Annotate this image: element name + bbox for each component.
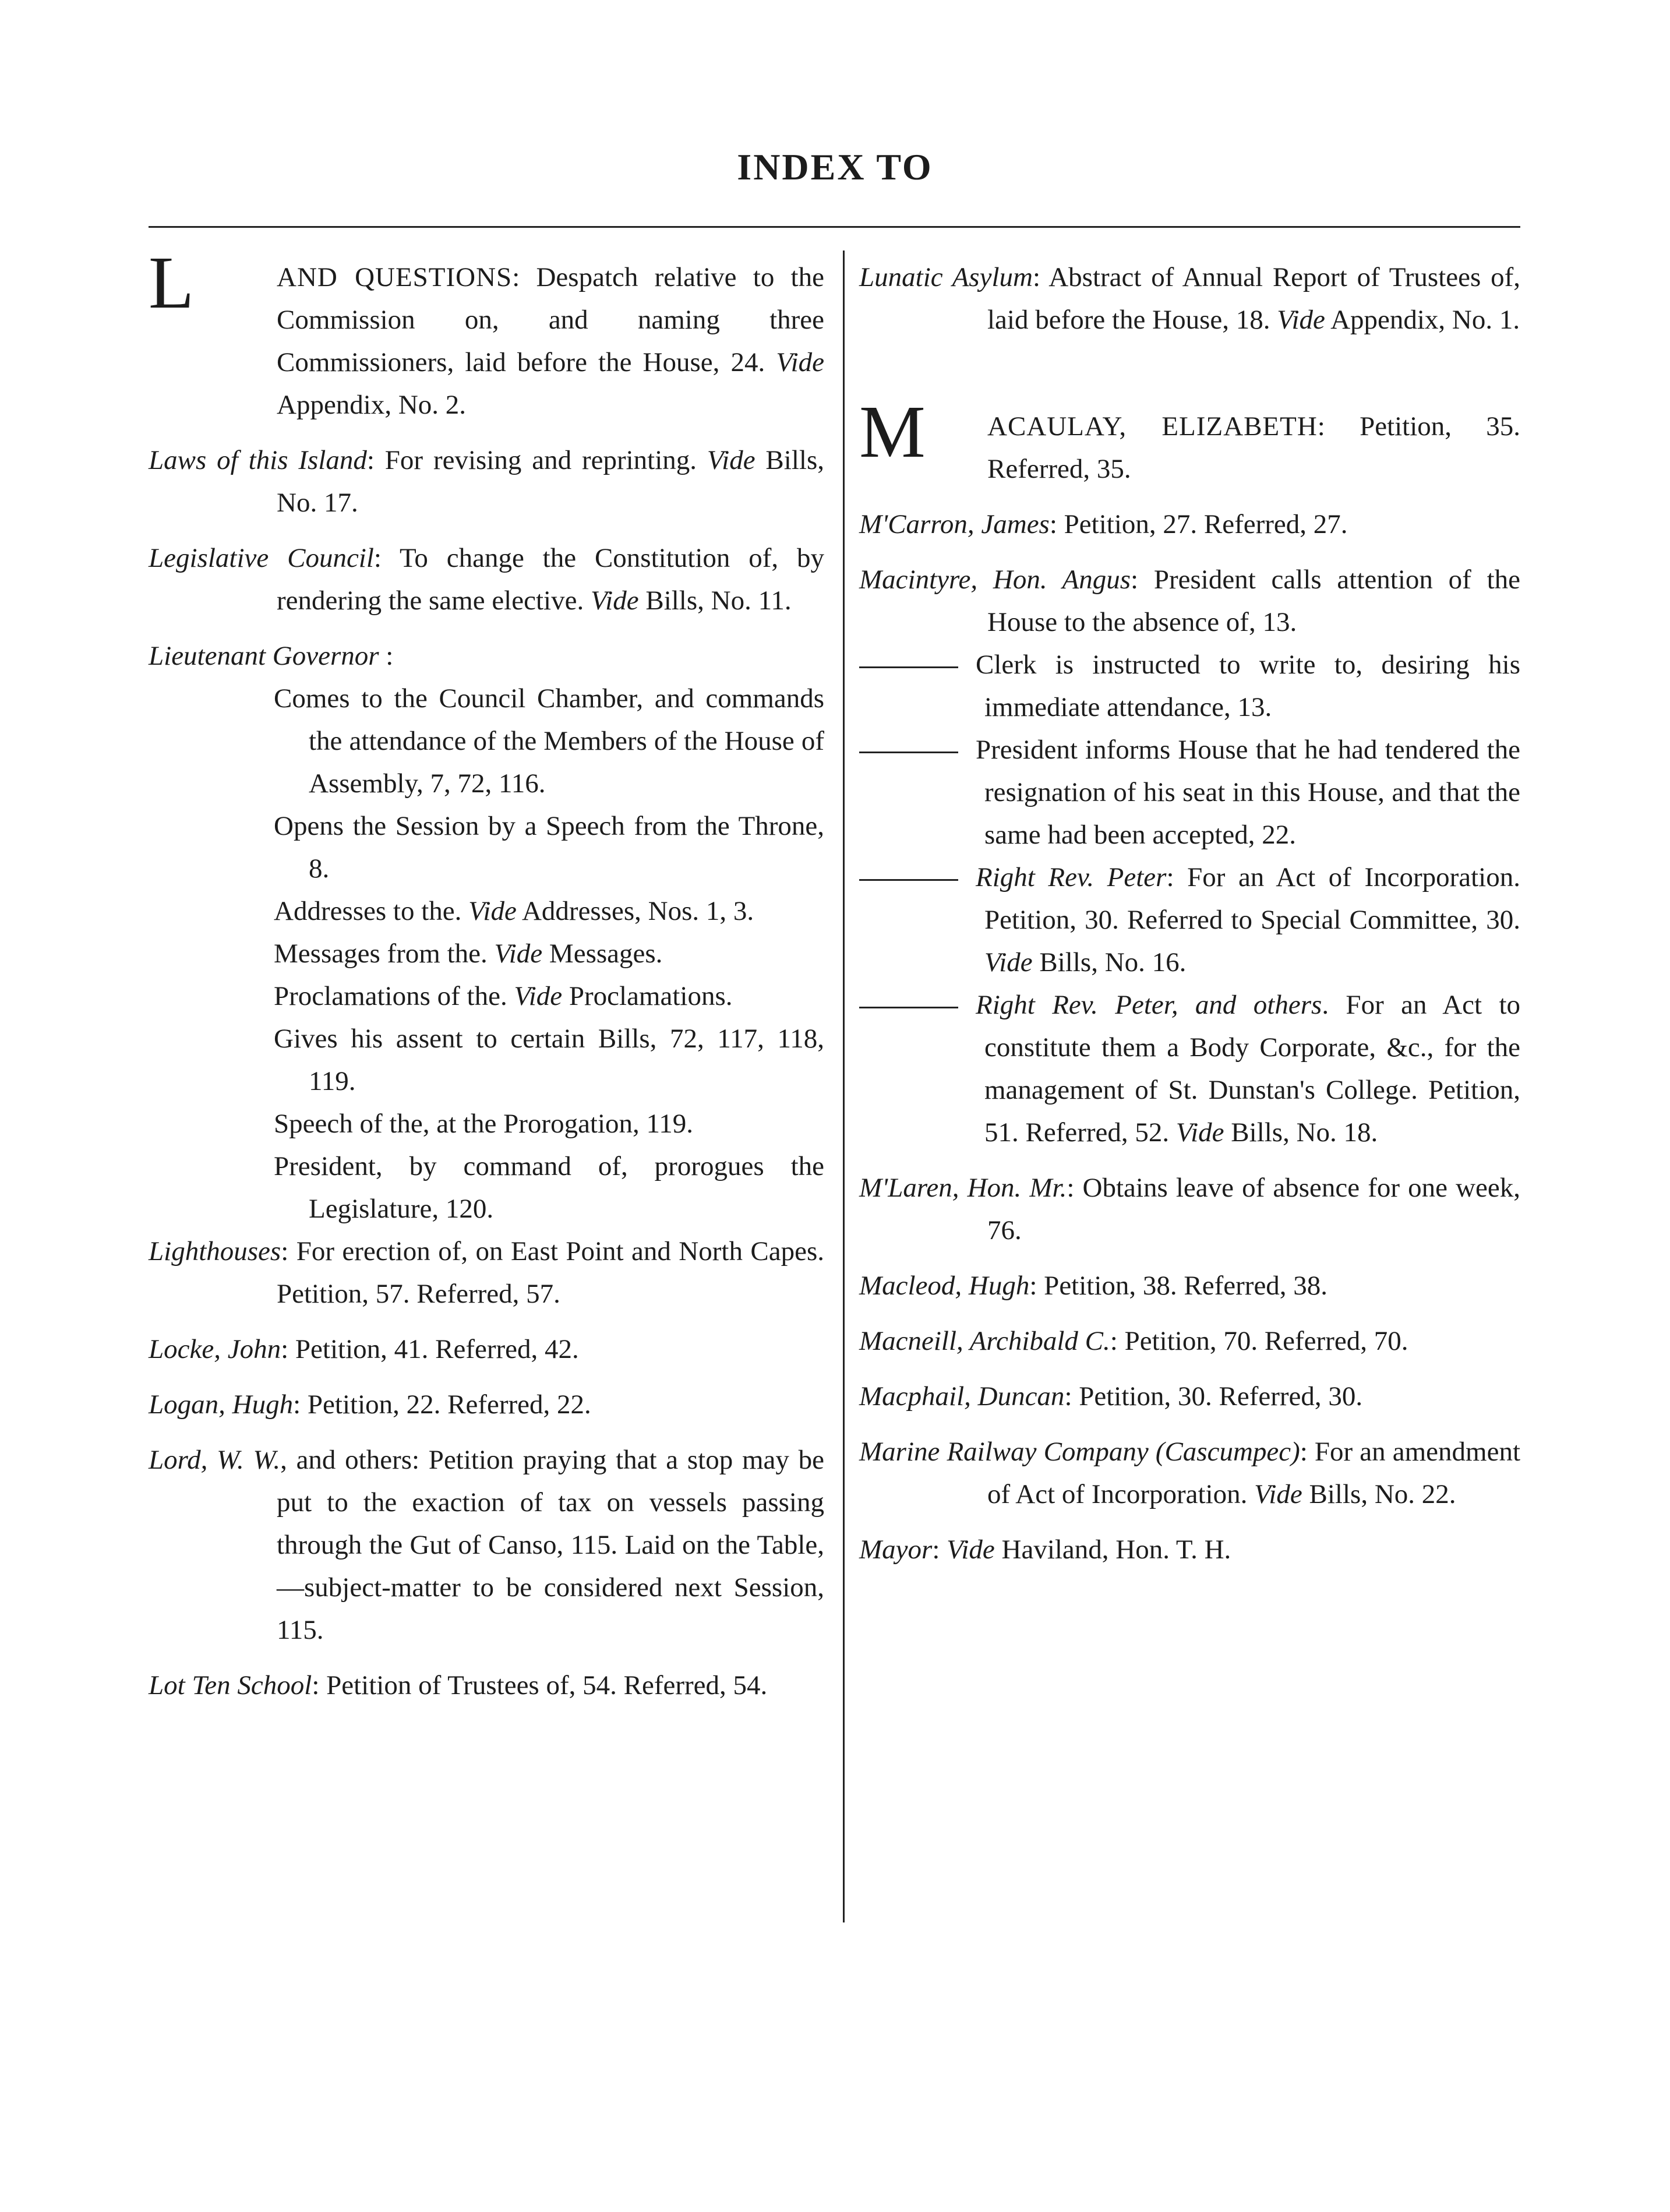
entry-macneill bbox=[859, 1320, 1520, 1363]
vide-label: Vide bbox=[984, 947, 1033, 978]
entry-text: : For erection of, on East Point and North Capes. Petition, 57. Referred, 57. bbox=[277, 1236, 824, 1309]
entry-land-questions bbox=[149, 241, 824, 426]
entry-text: : Petition, 30. Referred, 30. bbox=[1064, 1381, 1363, 1412]
entry-head: Locke, John bbox=[149, 1334, 281, 1364]
sub-entries bbox=[149, 678, 824, 1230]
dash-rule bbox=[859, 1007, 958, 1008]
entry-macphail bbox=[859, 1375, 1520, 1418]
entry-text: : Petition, 41. Referred, 42. bbox=[281, 1334, 579, 1364]
sub-entry-text: President, by command of, prorogues the Legislature, 120. bbox=[274, 1151, 824, 1224]
sub-entry-text: Speech of the, at the Prorogation, 119. bbox=[274, 1109, 694, 1139]
vide-label: Vide bbox=[707, 445, 755, 475]
sub-entry bbox=[274, 975, 824, 1018]
entry-text: : Petition, 35. Referred, 35. bbox=[987, 411, 1521, 484]
entry-text: , and others: Petition praying that a stop may be put to the exaction of tax on vessels passing through the Gut of Canso, 115. Laid on the Table,—subject-matter to be considered next Session, 115. bbox=[277, 1445, 824, 1645]
entry-text: : To change the Constitution of, by rendering the same elective. bbox=[277, 543, 824, 616]
vide-label: Vide bbox=[776, 347, 824, 378]
sub-entry-ref: Proclamations. bbox=[562, 981, 733, 1011]
sub-entry bbox=[274, 1103, 824, 1145]
entry-text: : Obtains leave of absence for one week, 76. bbox=[987, 1173, 1520, 1246]
sub-entry bbox=[274, 1018, 824, 1103]
entry-head: Lord, W. W. bbox=[149, 1445, 281, 1475]
entry-text: : Petition, 22. Referred, 22. bbox=[293, 1389, 591, 1420]
sub-entry-text: Comes to the Council Chamber, and commands the attendance of the Members of the House of Assembly, 7, 72, 116. bbox=[274, 683, 824, 799]
entry-head: M'Carron, James bbox=[859, 509, 1050, 539]
vide-label: Vide bbox=[1277, 305, 1325, 335]
entry-text: : Abstract of Annual Report of Trustees of, laid before the House, 18. bbox=[987, 262, 1520, 335]
entry-head: ACAULAY, ELIZABETH bbox=[987, 411, 1318, 442]
entry-locke bbox=[149, 1328, 824, 1371]
entry-text: : Petition, 70. Referred, 70. bbox=[1110, 1326, 1408, 1356]
entry-head: M'Laren, Hon. Mr. bbox=[859, 1173, 1067, 1203]
sub-entry-head: Right Rev. Peter bbox=[976, 862, 1167, 892]
entry-colon: : bbox=[386, 641, 394, 671]
page-title: INDEX TO bbox=[737, 146, 933, 188]
sub-entry bbox=[274, 805, 824, 890]
entry-ref: Haviland, Hon. T. H. bbox=[994, 1534, 1231, 1565]
entry-mccarron bbox=[859, 503, 1520, 546]
sub-entry-ref: Bills, No. 18. bbox=[1224, 1117, 1378, 1148]
sub-entry bbox=[859, 984, 1520, 1154]
entry-head: Macneill, Archibald C. bbox=[859, 1326, 1110, 1356]
entry-head: Lieutenant Governor bbox=[149, 641, 379, 671]
entry-head: Marine Railway Company bbox=[859, 1437, 1149, 1467]
entry-text: : For revising and reprinting. bbox=[366, 445, 707, 475]
entry-head: Macintyre, Hon. Angus bbox=[859, 565, 1131, 595]
sub-entry-text: Addresses to the. bbox=[274, 896, 469, 926]
dash-rule bbox=[859, 879, 958, 881]
sub-entry bbox=[859, 644, 1520, 729]
entry-mayor bbox=[859, 1529, 1520, 1571]
entry-head: Lighthouses bbox=[149, 1236, 281, 1266]
entry-text: : For an amendment of Act of Incorporation. bbox=[987, 1437, 1520, 1509]
sub-entry-text: Messages from the. bbox=[274, 939, 495, 969]
right-column bbox=[859, 256, 1520, 1571]
sub-entry bbox=[274, 890, 824, 933]
entry-head: Macphail, Duncan bbox=[859, 1381, 1065, 1412]
entry-ref: Appendix, No. 1. bbox=[1325, 305, 1520, 335]
dash-rule bbox=[859, 752, 958, 753]
entry-macleod bbox=[859, 1265, 1520, 1307]
entry-text: : Petition of Trustees of, 54. Referred, 54. bbox=[312, 1670, 768, 1701]
entry-text: : Petition, 38. Referred, 38. bbox=[1029, 1271, 1328, 1301]
sub-entry-ref: Messages. bbox=[542, 939, 663, 969]
entry-paren: (Cascumpec) bbox=[1148, 1437, 1300, 1467]
entry-head: Logan, Hugh bbox=[149, 1389, 294, 1420]
sub-entry bbox=[274, 933, 824, 975]
vide-label: Vide bbox=[1254, 1479, 1302, 1509]
entry-macaulay bbox=[859, 390, 1521, 491]
entry-mclaren bbox=[859, 1167, 1520, 1252]
entry-ref: Bills, No. 22. bbox=[1302, 1479, 1456, 1509]
entry-head: Macleod, Hugh bbox=[859, 1271, 1030, 1301]
vide-label: Vide bbox=[947, 1534, 995, 1565]
entry-head: Legislative Council bbox=[149, 543, 374, 573]
vide-label: Vide bbox=[1175, 1117, 1224, 1148]
sub-entry-text: Gives his assent to certain Bills, 72, 117, 118, 119. bbox=[274, 1024, 824, 1096]
sub-entry bbox=[859, 729, 1520, 856]
left-column bbox=[149, 241, 824, 1707]
vide-label: Vide bbox=[590, 585, 639, 616]
header-rule bbox=[149, 226, 1520, 228]
drop-cap-l: L bbox=[149, 241, 195, 324]
sub-entry-text: . For an Act to constitute them a Body Corporate, &c., for the management of St. Dunstan's College. Petition, 51. Referred, 52. bbox=[984, 990, 1521, 1148]
sub-entry-text: Proclamations of the. bbox=[274, 981, 514, 1011]
sub-entry-text: Opens the Session by a Speech from the Throne, 8. bbox=[274, 811, 824, 884]
entry-lieutenant-governor bbox=[149, 635, 824, 1230]
entry-ref: Bills, No. 17. bbox=[277, 445, 824, 518]
sub-entry-text: President informs House that he had tendered the resignation of his seat in this House, and that the same had been accepted, 22. bbox=[976, 735, 1520, 850]
sub-entry-ref: Bills, No. 16. bbox=[1032, 947, 1187, 978]
vide-label: Vide bbox=[494, 939, 543, 969]
vide-label: Vide bbox=[468, 896, 517, 926]
entry-ref: Bills, No. 11. bbox=[638, 585, 792, 616]
entry-text: : President calls attention of the House to the absence of, 13. bbox=[987, 565, 1520, 637]
entry-text: : Despatch relative to the Commission on, and naming three Commissioners, laid before the House, 24. bbox=[277, 262, 824, 378]
entry-head: AND QUESTIONS bbox=[277, 262, 513, 292]
entry-marine-railway bbox=[859, 1431, 1520, 1516]
sub-entry-text: : For an Act of Incorporation. Petition, 30. Referred to Special Committee, 30. bbox=[984, 862, 1520, 935]
entry-laws bbox=[149, 439, 824, 524]
entry-text: : bbox=[932, 1534, 947, 1565]
sub-entry bbox=[274, 1145, 824, 1230]
entry-text: : Petition, 27. Referred, 27. bbox=[1049, 509, 1348, 539]
sub-entry bbox=[274, 678, 824, 805]
drop-cap-m: M bbox=[859, 390, 926, 473]
sub-entry-text: Clerk is instructed to write to, desiring his immediate attendance, 13. bbox=[976, 650, 1520, 722]
sub-entry-ref: Addresses, Nos. 1, 3. bbox=[516, 896, 754, 926]
sub-entry bbox=[859, 856, 1520, 984]
entry-lord bbox=[149, 1439, 824, 1652]
entry-head: Mayor bbox=[859, 1534, 933, 1565]
entry-head: Lot Ten School bbox=[149, 1670, 312, 1701]
entry-ref: Appendix, No. 2. bbox=[277, 390, 467, 420]
entry-lot-ten-school bbox=[149, 1664, 824, 1707]
entry-logan bbox=[149, 1384, 824, 1426]
entry-legislative-council bbox=[149, 537, 824, 622]
entry-head: Laws of this Island bbox=[149, 445, 367, 475]
entry-macintyre bbox=[859, 559, 1520, 1154]
dash-rule bbox=[859, 666, 958, 668]
sub-entry-head: Right Rev. Peter, and others bbox=[976, 990, 1322, 1020]
vide-label: Vide bbox=[514, 981, 563, 1011]
entry-lunatic-asylum bbox=[859, 256, 1520, 341]
entry-head: Lunatic Asylum bbox=[859, 262, 1033, 292]
column-divider bbox=[843, 251, 845, 1922]
entry-lighthouses bbox=[149, 1230, 824, 1315]
